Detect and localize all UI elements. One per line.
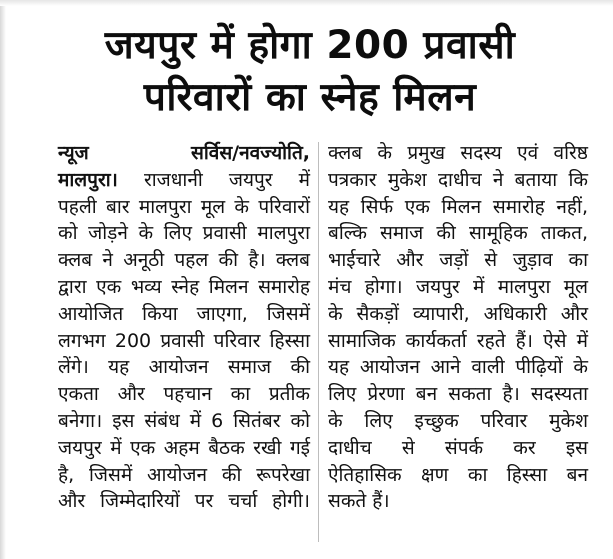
- headline-line-2: परिवारों का स्नेह मिलन: [143, 75, 477, 120]
- text-line: ऐतिहासिक क्षण का हिस्सा बन: [328, 463, 588, 486]
- text-line: द्वारा एक भव्य स्नेह मिलन समारोह: [58, 275, 310, 298]
- text-line: [58, 167, 310, 194]
- scan-edge-left: [0, 0, 6, 559]
- text-line: सामाजिक कार्यकर्ता रहते हैं। ऐसे में: [328, 329, 588, 352]
- text-line: मंच होगा। जयपुर में मालपुरा मूल: [328, 275, 588, 298]
- text-line: और जिम्मेदारियों पर चर्चा होगी।: [58, 490, 310, 513]
- text-line: बल्कि समाज की सामूहिक ताकत,: [328, 222, 588, 245]
- text-line: एकता और पहचान का प्रतीक: [58, 383, 310, 406]
- text-line: बनेगा। इस संबंध में 6 सितंबर को: [58, 409, 310, 432]
- text-line: क्लब ने अनूठी पहल की है। क्लब: [58, 249, 310, 272]
- text-line: लेंगे। यह आयोजन समाज की: [58, 356, 310, 379]
- text-line: दाधीच से संपर्क कर इस: [328, 436, 588, 459]
- headline-line-1: जयपुर में होगा 200 प्रवासी: [104, 23, 516, 68]
- text-line: पत्रकार मुकेश दाधीच ने बताया कि: [328, 168, 588, 191]
- text-line: के सैकड़ों व्यापारी, अधिकारी और: [328, 302, 588, 325]
- dateline-place: मालपुरा।: [58, 168, 118, 191]
- text-line: लगभग 200 प्रवासी परिवार हिस्सा: [58, 329, 310, 352]
- text-line: यह आयोजन आने वाली पीढ़ियों के: [328, 356, 588, 379]
- text-line: क्लब के प्रमुख सदस्य एवं वरिष्ठ: [328, 142, 588, 164]
- text-line: भाईचारे और जड़ों से जुड़ाव का: [328, 249, 588, 272]
- headline: [60, 20, 560, 124]
- text-line-start: राजधानी जयपुर में: [143, 168, 310, 191]
- column-divider: [318, 142, 319, 542]
- text-line: आयोजित किया जाएगा, जिसमें: [58, 302, 310, 325]
- text-line: यह सिर्फ एक मिलन समारोह नहीं,: [328, 195, 588, 218]
- text-line: के लिए इच्छुक परिवार मुकेश: [328, 409, 588, 432]
- text-line: जयपुर में एक अहम बैठक रखी गई: [58, 436, 310, 459]
- text-line: है, जिसमें आयोजन की रूपरेखा: [58, 463, 310, 486]
- text-line: पहली बार मालपुरा मूल के परिवारों: [58, 195, 310, 218]
- text-line: को जोड़ने के लिए प्रवासी मालपुरा: [58, 222, 310, 245]
- text-line: लिए प्रेरणा बन सकता है। सदस्यता: [328, 383, 588, 406]
- byline: न्यूज सर्विस/नवज्योति,: [58, 142, 310, 164]
- article-column-right: [328, 140, 588, 515]
- scan-edge-top: [0, 0, 613, 6]
- article-column-left: [58, 140, 310, 515]
- text-line: सकते हैं।: [328, 490, 390, 513]
